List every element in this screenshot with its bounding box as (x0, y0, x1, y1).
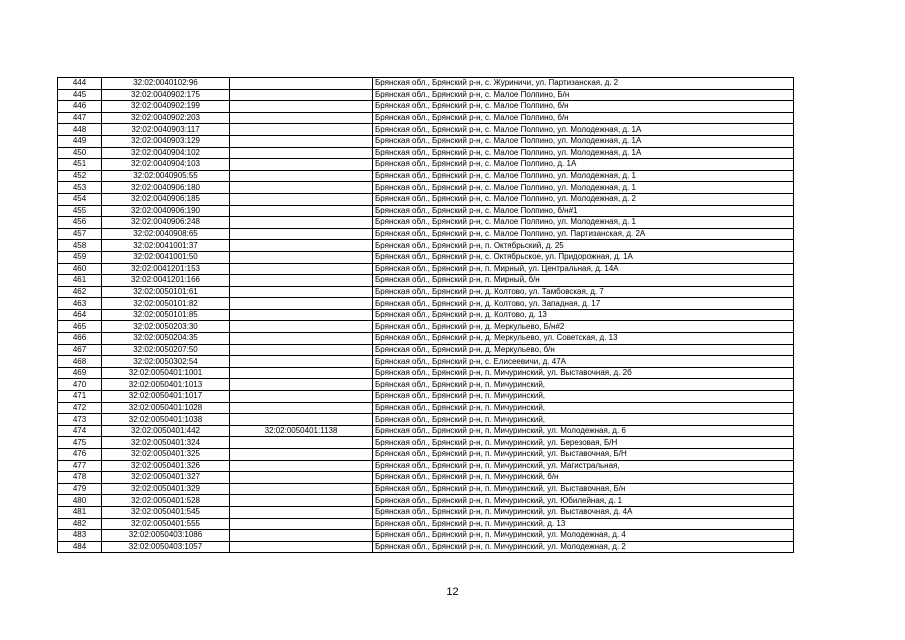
related-cadastral-cell (230, 170, 373, 182)
table-row (58, 170, 794, 182)
cadastral-number-cell: 32:02:0050401:528 (102, 495, 230, 507)
cadastral-number-cell: 32:02:0040102:96 (102, 78, 230, 90)
cadastral-number-cell: 32:02:0050401:1017 (102, 391, 230, 403)
row-number-cell: 462 (58, 286, 102, 298)
related-cadastral-cell (230, 275, 373, 287)
table-row (58, 286, 794, 298)
row-number-cell: 467 (58, 344, 102, 356)
row-number-cell: 483 (58, 530, 102, 542)
cadastral-number-cell: 32:02:0040904:103 (102, 159, 230, 171)
cadastral-number-cell: 32:02:0050401:1001 (102, 367, 230, 379)
cadastral-number-cell: 32:02:0040902:199 (102, 101, 230, 113)
row-number-cell: 448 (58, 124, 102, 136)
row-number-cell: 480 (58, 495, 102, 507)
related-cadastral-cell (230, 483, 373, 495)
related-cadastral-cell (230, 193, 373, 205)
address-cell: Брянская обл., Брянский р-н, с. Малое Полпино, ул. Молодежная, д. 2 (373, 193, 794, 205)
cadastral-number-cell: 32:02:0050401:442 (102, 425, 230, 437)
table-row (58, 240, 794, 252)
row-number-cell: 463 (58, 298, 102, 310)
address-cell: Брянская обл., Брянский р-н, с. Малое Полпино, б/н (373, 112, 794, 124)
address-cell: Брянская обл., Брянский р-н, п. Мичуринский, ул. Магистральная, (373, 460, 794, 472)
row-number-cell: 459 (58, 251, 102, 263)
address-cell: Брянская обл., Брянский р-н, п. Мичуринский, ул. Молодежная, д. 2 (373, 541, 794, 553)
cadastral-number-cell: 32:02:0050401:327 (102, 472, 230, 484)
table-row (58, 78, 794, 90)
table-row (58, 425, 794, 437)
cadastral-number-cell: 32:02:0050401:325 (102, 449, 230, 461)
related-cadastral-cell (230, 217, 373, 229)
table-row (58, 205, 794, 217)
row-number-cell: 470 (58, 379, 102, 391)
row-number-cell: 455 (58, 205, 102, 217)
row-number-cell: 464 (58, 309, 102, 321)
cadastral-number-cell: 32:02:0050101:85 (102, 309, 230, 321)
row-number-cell: 460 (58, 263, 102, 275)
related-cadastral-cell (230, 518, 373, 530)
address-cell: Брянская обл., Брянский р-н, с. Малое Полпино, б/н (373, 101, 794, 113)
row-number-cell: 468 (58, 356, 102, 368)
cadastral-number-cell: 32:02:0050401:329 (102, 483, 230, 495)
address-cell: Брянская обл., Брянский р-н, п. Мирный, б/н (373, 275, 794, 287)
cadastral-number-cell: 32:02:0050403:1086 (102, 530, 230, 542)
row-number-cell: 473 (58, 414, 102, 426)
address-cell: Брянская обл., Брянский р-н, с. Елисеевичи, д. 47А (373, 356, 794, 368)
related-cadastral-cell (230, 391, 373, 403)
address-cell: Брянская обл., Брянский р-н, д. Колтово, ул. Западная, д. 17 (373, 298, 794, 310)
table-row (58, 89, 794, 101)
related-cadastral-cell (230, 159, 373, 171)
table-row (58, 530, 794, 542)
address-cell: Брянская обл., Брянский р-н, с. Малое Полпино, д. 1А (373, 159, 794, 171)
table-row (58, 182, 794, 194)
related-cadastral-cell (230, 101, 373, 113)
related-cadastral-cell (230, 112, 373, 124)
table-row (58, 298, 794, 310)
related-cadastral-cell (230, 506, 373, 518)
address-cell: Брянская обл., Брянский р-н, с. Малое Полпино, б/н#1 (373, 205, 794, 217)
related-cadastral-cell (230, 240, 373, 252)
table-row (58, 495, 794, 507)
address-cell: Брянская обл., Брянский р-н, с. Малое Полпино, ул. Молодежная, д. 1 (373, 217, 794, 229)
related-cadastral-cell (230, 147, 373, 159)
related-cadastral-cell (230, 449, 373, 461)
table-row (58, 541, 794, 553)
related-cadastral-cell (230, 321, 373, 333)
address-cell: Брянская обл., Брянский р-н, п. Мичуринский, (373, 414, 794, 426)
table-row (58, 449, 794, 461)
address-cell: Брянская обл., Брянский р-н, п. Октябрьский, д. 25 (373, 240, 794, 252)
related-cadastral-cell (230, 78, 373, 90)
related-cadastral-cell (230, 344, 373, 356)
row-number-cell: 478 (58, 472, 102, 484)
table-row (58, 275, 794, 287)
row-number-cell: 474 (58, 425, 102, 437)
related-cadastral-cell (230, 495, 373, 507)
table-row (58, 518, 794, 530)
address-cell: Брянская обл., Брянский р-н, д. Колтово, ул. Тамбовская, д. 7 (373, 286, 794, 298)
cadastral-number-cell: 32:02:0050401:1013 (102, 379, 230, 391)
table-row (58, 333, 794, 345)
cadastral-number-cell: 32:02:0040903:129 (102, 135, 230, 147)
table-row (58, 356, 794, 368)
table-row (58, 263, 794, 275)
table-row (58, 391, 794, 403)
cadastral-number-cell: 32:02:0050401:326 (102, 460, 230, 472)
row-number-cell: 458 (58, 240, 102, 252)
related-cadastral-cell (230, 460, 373, 472)
address-cell: Брянская обл., Брянский р-н, п. Мичуринский, ул. Выставочная, д. 2б (373, 367, 794, 379)
address-cell: Брянская обл., Брянский р-н, п. Мичуринский, (373, 379, 794, 391)
related-cadastral-cell (230, 286, 373, 298)
property-register-table (57, 77, 794, 553)
cadastral-number-cell: 32:02:0050401:555 (102, 518, 230, 530)
cadastral-number-cell: 32:02:0050401:1028 (102, 402, 230, 414)
table-row (58, 402, 794, 414)
address-cell: Брянская обл., Брянский р-н, п. Мичуринский, ул. Березовая, Б/Н (373, 437, 794, 449)
address-cell: Брянская обл., Брянский р-н, п. Мичуринский, д. 13 (373, 518, 794, 530)
related-cadastral-cell (230, 263, 373, 275)
row-number-cell: 451 (58, 159, 102, 171)
table-row (58, 159, 794, 171)
related-cadastral-cell (230, 541, 373, 553)
cadastral-number-cell: 32:02:0040906:185 (102, 193, 230, 205)
table-row (58, 135, 794, 147)
cadastral-number-cell: 32:02:0050401:1038 (102, 414, 230, 426)
row-number-cell: 450 (58, 147, 102, 159)
table-row (58, 506, 794, 518)
table-row (58, 460, 794, 472)
table-row (58, 367, 794, 379)
cadastral-number-cell: 32:02:0050403:1057 (102, 541, 230, 553)
row-number-cell: 482 (58, 518, 102, 530)
related-cadastral-cell (230, 367, 373, 379)
cadastral-number-cell: 32:02:0050401:324 (102, 437, 230, 449)
address-cell: Брянская обл., Брянский р-н, с. Малое Полпино, ул. Молодежная, д. 1 (373, 170, 794, 182)
row-number-cell: 446 (58, 101, 102, 113)
address-cell: Брянская обл., Брянский р-н, с. Малое Полпино, ул. Молодежная, д. 1А (373, 147, 794, 159)
property-register-body (58, 78, 794, 553)
table-row (58, 124, 794, 136)
cadastral-number-cell: 32:02:0041001:50 (102, 251, 230, 263)
related-cadastral-cell (230, 472, 373, 484)
table-row (58, 228, 794, 240)
address-cell: Брянская обл., Брянский р-н, с. Малое Полпино, Б/н (373, 89, 794, 101)
row-number-cell: 452 (58, 170, 102, 182)
address-cell: Брянская обл., Брянский р-н, п. Мичуринский, (373, 391, 794, 403)
address-cell: Брянская обл., Брянский р-н, с. Малое Полпино, ул. Молодежная, д. 1 (373, 182, 794, 194)
related-cadastral-cell (230, 251, 373, 263)
row-number-cell: 466 (58, 333, 102, 345)
address-cell: Брянская обл., Брянский р-н, п. Мичуринский, ул. Выставочная, Б/Н (373, 449, 794, 461)
address-cell: Брянская обл., Брянский р-н, п. Мичуринский, ул. Выставочная, Б/н (373, 483, 794, 495)
cadastral-number-cell: 32:02:0050203:30 (102, 321, 230, 333)
related-cadastral-cell (230, 379, 373, 391)
related-cadastral-cell (230, 89, 373, 101)
table-row (58, 472, 794, 484)
related-cadastral-cell (230, 414, 373, 426)
row-number-cell: 475 (58, 437, 102, 449)
related-cadastral-cell (230, 437, 373, 449)
related-cadastral-cell (230, 402, 373, 414)
row-number-cell: 481 (58, 506, 102, 518)
address-cell: Брянская обл., Брянский р-н, п. Мичуринский, ул. Выставочная, д. 4А (373, 506, 794, 518)
related-cadastral-cell (230, 298, 373, 310)
row-number-cell: 471 (58, 391, 102, 403)
address-cell: Брянская обл., Брянский р-н, с. Малое Полпино, ул. Молодежная, д. 1А (373, 124, 794, 136)
row-number-cell: 454 (58, 193, 102, 205)
cadastral-number-cell: 32:02:0040902:203 (102, 112, 230, 124)
related-cadastral-cell: 32:02:0050401:1138 (230, 425, 373, 437)
related-cadastral-cell (230, 135, 373, 147)
page-number: 12 (446, 586, 459, 598)
address-cell: Брянская обл., Брянский р-н, д. Меркульево, Б/н#2 (373, 321, 794, 333)
table-row (58, 321, 794, 333)
address-cell: Брянская обл., Брянский р-н, д. Меркульево, ул. Советская, д. 13 (373, 333, 794, 345)
address-cell: Брянская обл., Брянский р-н, п. Мичуринский, ул. Молодежная, д. 6 (373, 425, 794, 437)
table-row (58, 344, 794, 356)
table-row (58, 414, 794, 426)
row-number-cell: 449 (58, 135, 102, 147)
table-row (58, 309, 794, 321)
table-row (58, 101, 794, 113)
related-cadastral-cell (230, 124, 373, 136)
address-cell: Брянская обл., Брянский р-н, п. Мичуринский, ул. Молодежная, д. 4 (373, 530, 794, 542)
related-cadastral-cell (230, 356, 373, 368)
table-row (58, 483, 794, 495)
row-number-cell: 447 (58, 112, 102, 124)
row-number-cell: 469 (58, 367, 102, 379)
address-cell: Брянская обл., Брянский р-н, п. Мичуринский, б/н (373, 472, 794, 484)
cadastral-number-cell: 32:02:0040906:248 (102, 217, 230, 229)
row-number-cell: 476 (58, 449, 102, 461)
table-row (58, 251, 794, 263)
row-number-cell: 453 (58, 182, 102, 194)
cadastral-number-cell: 32:02:0050101:61 (102, 286, 230, 298)
address-cell: Брянская обл., Брянский р-н, д. Меркульево, б/н (373, 344, 794, 356)
related-cadastral-cell (230, 530, 373, 542)
address-cell: Брянская обл., Брянский р-н, п. Мирный, ул. Центральная, д. 14А (373, 263, 794, 275)
table-row (58, 437, 794, 449)
cadastral-number-cell: 32:02:0040902:175 (102, 89, 230, 101)
address-cell: Брянская обл., Брянский р-н, с. Малое Полпино, ул. Партизанская, д. 2А (373, 228, 794, 240)
cadastral-number-cell: 32:02:0050204:35 (102, 333, 230, 345)
cadastral-number-cell: 32:02:0040905:55 (102, 170, 230, 182)
cadastral-number-cell: 32:02:0040906:190 (102, 205, 230, 217)
row-number-cell: 472 (58, 402, 102, 414)
address-cell: Брянская обл., Брянский р-н, д. Колтово, д. 13 (373, 309, 794, 321)
related-cadastral-cell (230, 309, 373, 321)
cadastral-number-cell: 32:02:0041201:166 (102, 275, 230, 287)
cadastral-number-cell: 32:02:0041201:153 (102, 263, 230, 275)
cadastral-number-cell: 32:02:0050302:54 (102, 356, 230, 368)
row-number-cell: 477 (58, 460, 102, 472)
cadastral-number-cell: 32:02:0041001:37 (102, 240, 230, 252)
related-cadastral-cell (230, 228, 373, 240)
cadastral-number-cell: 32:02:0040904:102 (102, 147, 230, 159)
cadastral-number-cell: 32:02:0050101:82 (102, 298, 230, 310)
related-cadastral-cell (230, 205, 373, 217)
cadastral-number-cell: 32:02:0040903:117 (102, 124, 230, 136)
address-cell: Брянская обл., Брянский р-н, с. Октябрьское, ул. Придорожная, д. 1А (373, 251, 794, 263)
table-row (58, 193, 794, 205)
table-row (58, 112, 794, 124)
row-number-cell: 457 (58, 228, 102, 240)
table-row (58, 217, 794, 229)
table-row (58, 379, 794, 391)
row-number-cell: 461 (58, 275, 102, 287)
row-number-cell: 445 (58, 89, 102, 101)
address-cell: Брянская обл., Брянский р-н, п. Мичуринский, ул. Юбилейная, д. 1 (373, 495, 794, 507)
row-number-cell: 456 (58, 217, 102, 229)
address-cell: Брянская обл., Брянский р-н, п. Мичуринский, (373, 402, 794, 414)
cadastral-number-cell: 32:02:0040908:65 (102, 228, 230, 240)
row-number-cell: 444 (58, 78, 102, 90)
row-number-cell: 465 (58, 321, 102, 333)
related-cadastral-cell (230, 182, 373, 194)
row-number-cell: 484 (58, 541, 102, 553)
related-cadastral-cell (230, 333, 373, 345)
cadastral-number-cell: 32:02:0050207:50 (102, 344, 230, 356)
address-cell: Брянская обл., Брянский р-н, с. Малое Полпино, ул. Молодежная, д. 1А (373, 135, 794, 147)
table-row (58, 147, 794, 159)
address-cell: Брянская обл., Брянский р-н, с. Журиничи, ул. Партизанская, д. 2 (373, 78, 794, 90)
row-number-cell: 479 (58, 483, 102, 495)
cadastral-number-cell: 32:02:0050401:545 (102, 506, 230, 518)
cadastral-number-cell: 32:02:0040906:180 (102, 182, 230, 194)
